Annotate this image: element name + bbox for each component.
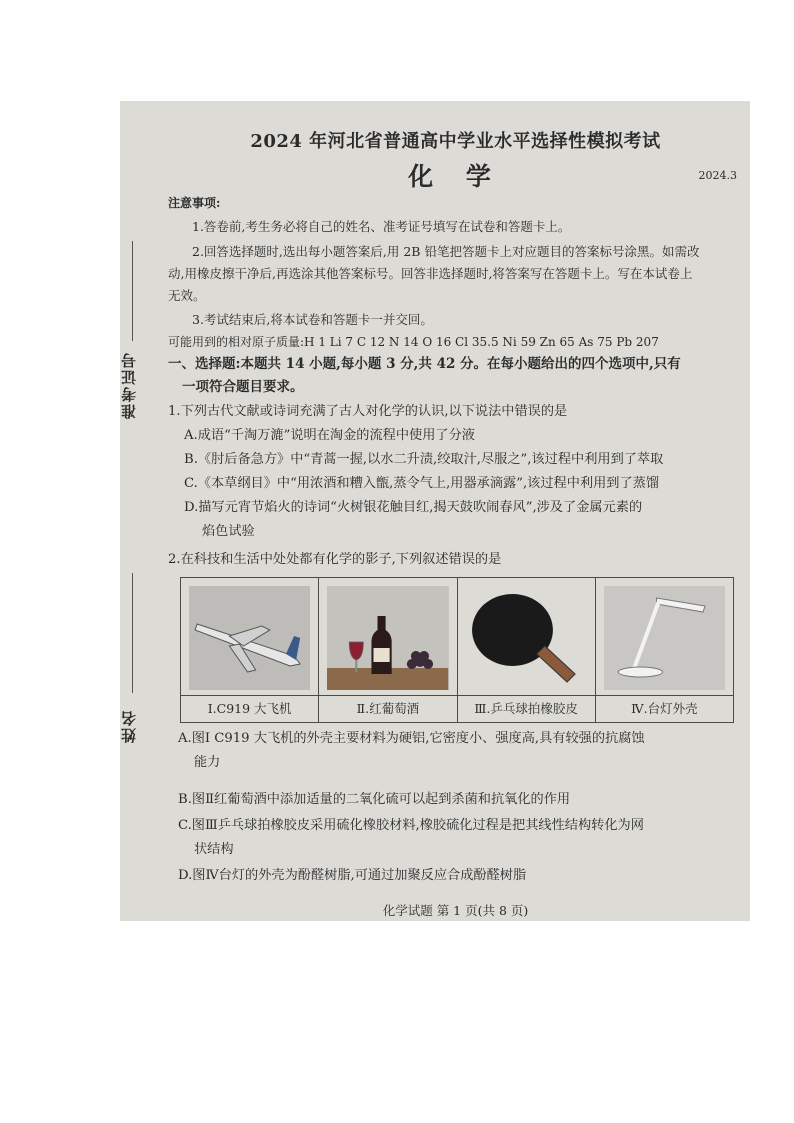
side-label-name: 姓名	[120, 709, 138, 743]
q2-option-c-cont: 状结构	[194, 842, 234, 857]
q2-caption-4: Ⅳ.台灯外壳	[596, 695, 733, 722]
q2-option-a: A.图Ⅰ C919 大飞机的外壳主要材料为硬铝,它密度小、强度高,具有较强的抗腐蚀	[178, 731, 645, 746]
notice-heading: 注意事项:	[168, 196, 221, 210]
exam-id-write-line	[132, 241, 133, 341]
q1-stem: 1.下列古代文献或诗词充满了古人对化学的认识,以下说法中错误的是	[168, 404, 568, 419]
section-heading: 一、选择题:本题共 14 小题,每小题 3 分,共 42 分。在每小题给出的四个选项中,只有	[168, 356, 681, 372]
notice-item-2-end: 无效。	[168, 288, 206, 303]
notice-item-1: 1.答卷前,考生务必将自己的姓名、准考证号填写在试卷和答题卡上。	[192, 219, 571, 234]
side-margin	[120, 351, 160, 911]
airplane-photo	[189, 586, 310, 690]
notice-item-3: 3.考试结束后,将本试卷和答题卡一并交回。	[192, 312, 433, 327]
exam-title: 2024 年河北省普通高中学业水平选择性模拟考试	[250, 131, 661, 152]
exam-content	[168, 101, 743, 921]
q2-image-cell-1	[181, 578, 319, 722]
exam-date: 2024.3	[698, 169, 737, 182]
red-wine-photo	[327, 586, 448, 690]
q2-option-c: C.图Ⅲ乒乓球拍橡胶皮采用硫化橡胶材料,橡胶硫化过程是把其线性结构转化为网	[178, 818, 644, 833]
q2-option-b: B.图Ⅱ红葡萄酒中添加适量的二氧化硫可以起到杀菌和抗氧化的作用	[178, 792, 571, 807]
q1-option-a: A.成语“千淘万漉”说明在淘金的流程中使用了分液	[184, 428, 475, 443]
q2-image-cell-2	[319, 578, 457, 722]
q2-caption-2: Ⅱ.红葡萄酒	[319, 695, 456, 722]
q2-stem: 2.在科技和生活中处处都有化学的影子,下列叙述错误的是	[168, 552, 502, 567]
side-label-exam-id: 准考证号	[120, 351, 138, 419]
desk-lamp-photo	[604, 586, 725, 690]
atomic-mass-line: 可能用到的相对原子质量:H 1 Li 7 C 12 N 14 O 16 Cl 35.5 Ni 59 Zn 65 As 75 Pb 207	[168, 335, 659, 349]
subject-title: 化 学	[408, 162, 503, 191]
notice-item-2-cont: 动,用橡皮擦干净后,再选涂其他答案标号。回答非选择题时,将答案写在答题卡上。写在本试卷上	[168, 266, 693, 281]
q1-option-d: D.描写元宵节焰火的诗词“火树银花触目红,揭天鼓吹闹春风”,涉及了金属元素的	[184, 500, 643, 515]
ping-pong-paddle-photo	[466, 586, 587, 690]
q2-image-cell-3	[458, 578, 596, 722]
q2-caption-1: Ⅰ.C919 大飞机	[181, 695, 318, 722]
q2-option-a-cont: 能力	[194, 755, 221, 770]
page-footer: 化学试题 第 1 页(共 8 页)	[382, 903, 529, 918]
q1-option-d-cont: 焰色试验	[202, 524, 255, 539]
q1-option-b: B.《肘后备急方》中“青蒿一握,以水二升渍,绞取汁,尽服之”,该过程中利用到了萃取	[184, 452, 664, 467]
exam-sheet	[120, 101, 750, 921]
name-write-line	[132, 573, 133, 693]
q1-option-c: C.《本草纲目》中“用浓酒和糟入甑,蒸令气上,用器承滴露”,该过程中利用到了蒸馏	[184, 476, 660, 491]
section-heading-cont: 一项符合题目要求。	[182, 379, 304, 395]
q2-image-cell-4	[596, 578, 733, 722]
q2-image-table	[180, 577, 734, 723]
notice-item-2: 2.回答选择题时,选出每小题答案后,用 2B 铅笔把答题卡上对应题目的答案标号涂黑。如需改	[192, 244, 700, 259]
q2-option-d: D.图Ⅳ台灯的外壳为酚醛树脂,可通过加聚反应合成酚醛树脂	[178, 868, 527, 883]
q2-caption-3: Ⅲ.乒乓球拍橡胶皮	[458, 695, 595, 722]
